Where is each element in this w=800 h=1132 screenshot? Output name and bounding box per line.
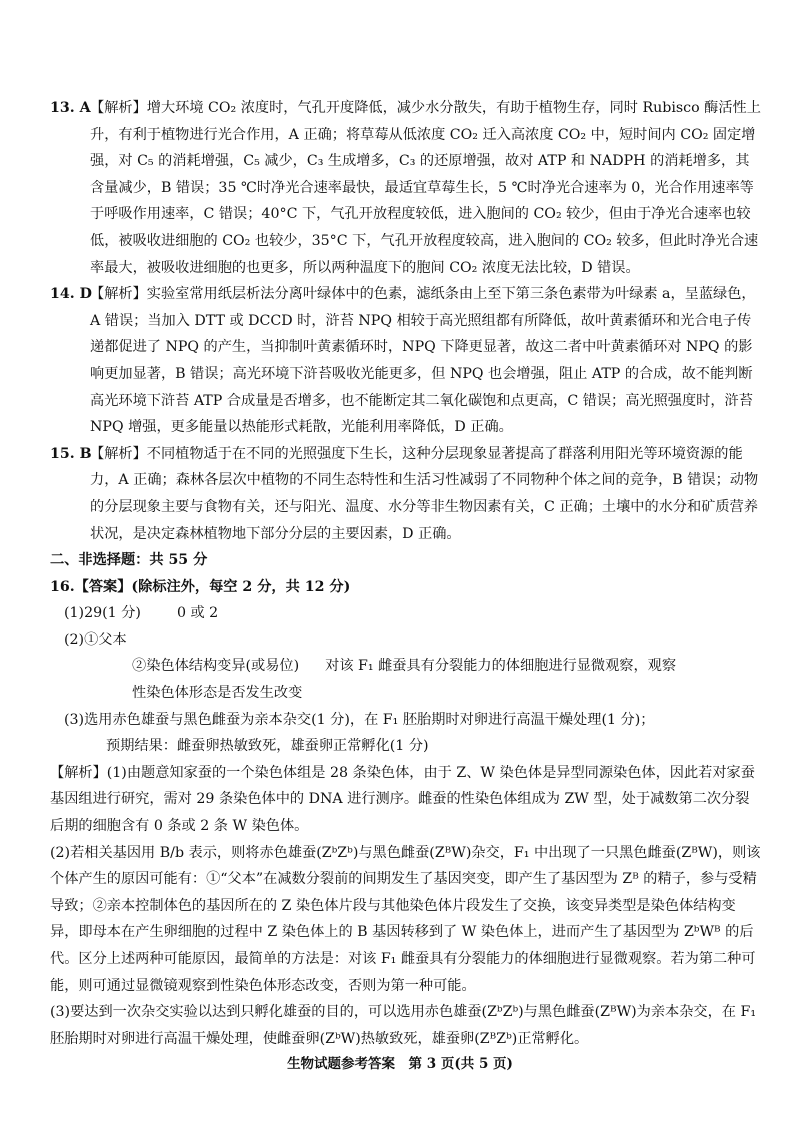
question-13-number: 13. A (50, 100, 91, 116)
question-16-heading: 16.【答案】(除标注外，每空 2 分，共 12 分) (50, 578, 351, 595)
answer-16-1 (50, 600, 762, 627)
answer-16-3-line2: 预期结果：雌蚕卵热敏致死，雄蚕卵正常孵化(1 分) (106, 738, 429, 755)
page-footer: 生物试题参考答案 第 3 页(共 5 页) (287, 1056, 513, 1072)
answer-16-3-line1: (3)选用赤色雄蚕与黑色雌蚕为亲本杂交(1 分)，在 F₁ 胚胎期时对卵进行高温干燥处理(1 分)； (64, 711, 655, 728)
answer-16-2-item-text: ②染色体结构变异(或易位) (132, 658, 300, 675)
analysis-16-1: 【解析】(1)由题意知家蚕的一个染色体组是 28 条染色体，由于 Z、W 染色体是异型同源染色体，因此若对家蚕基因组进行研究，需对 29 条染色体中的 DNA 进行测序。雌蚕的性染色体组成为 ZW 型，处于减数第二次分裂后期的细胞含有 0 条或 2 条 W 染色体。 (50, 764, 755, 835)
answer-16-1-label: (1)29(1 分) (64, 605, 141, 622)
question-13-analysis: 【解析】增大环境 CO₂ 浓度时，气孔开度降低，减少水分散失，有助于植物生存，同时 Rubisco 酶活性上升，有利于植物进行光合作用，A 正确；将草莓从低浓度 CO₂ 迁入高浓度 CO₂ 中，短时间内 CO₂ 固定增强，对 C₅ 的消耗增强，C₅ 减少，C₃ 生成增多，C₃ 的还原增强，故对 ATP 和 NADPH 的消耗增多，其含量减少，B 错误；35 ℃时净光合速率最快，最适宜草莓生长，5 ℃时净光合速率为 0，光合作用速率等于呼吸作用速率，C 错误；40°C 下，气孔开放程度较低，进入胞间的 CO₂ 较少，但由于净光合速率也较低，被吸收进细胞的 CO₂ 也较少，35°C 下，气孔开放程度较高，进入胞间的 CO₂ 较多，但此时净光合速率最大，被吸收进细胞的也更多，所以两种温度下的胞间 CO₂ 浓度无法比较，D 错误。 (90, 100, 761, 276)
question-15 (50, 441, 762, 547)
question-14-number: 14. D (50, 286, 92, 303)
analysis-16-2: (2)若相关基因用 B/b 表示，则将赤色雄蚕(ZᵇZᵇ)与黑色雌蚕(ZᴮW)杂交，F₁ 中出现了一只黑色雌蚕(ZᴮW)，则该个体产生的原因可能有：①“父本”在减数分裂前的间期发生了基因突变，即产生了基因型为 Zᴮ 的精子，参与受精导致；②亲本控制体色的基因所在的 Z 染色体片段与其他染色体片段发生了交换，该变异类型是染色体结构变异，即母本在产生卵细胞的过程中 Z 染色体上的 B 基因转移到了 W 染色体上，进而产生了基因型为 ZᵇWᴮ 的后代。区分上述两种可能原因，最简单的方法是：对该 F₁ 雌蚕具有分裂能力的体细胞进行显微观察。若为第二种可能，则可通过显微镜观察到性染色体形态改变，否则为第一种可能。 (50, 844, 761, 994)
analysis-16-3: (3)要达到一次杂交实验以达到只孵化雄蚕的目的，可以选用赤色雄蚕(ZᵇZᵇ)与黑色雌蚕(ZᴮW)为亲本杂交，在 F₁ 胚胎期时对卵进行高温干燥处理，使雌蚕卵(ZᵇW)热敏致死，雄蚕卵(ZᴮZᵇ)正常孵化。 (50, 1004, 757, 1047)
answer-16-1-value: 0 或 2 (176, 605, 219, 622)
question-14 (50, 281, 762, 441)
answer-16-2-desc: 对该 F₁ 雌蚕具有分裂能力的体细胞进行显微观察，观察 (325, 658, 677, 675)
question-13 (50, 95, 762, 281)
answer-16-2-desc-cont: 性染色体形态是否发生改变 (132, 685, 303, 702)
answer-16-2-label: (2)①父本 (64, 631, 127, 648)
answer-16-2-item (50, 653, 762, 680)
question-15-analysis: 【解析】不同植物适于在不同的光照强度下生长，这种分层现象显著提高了群落利用阳光等环境资源的能力，A 正确；森林各层次中植物的不同生态特性和生活习性减弱了不同物种个体之间的竞争，B 错误；动物的分层现象主要与食物有关，还与阳光、温度、水分等非生物因素有关，C 正确；土壤中的水分和矿质营养状况，是决定森林植物地下部分分层的主要因素，D 正确。 (90, 445, 759, 542)
question-14-analysis: 【解析】实验室常用纸层析法分离叶绿体中的色素，滤纸条由上至下第三条色素带为叶绿素 a，呈蓝绿色，A 错误；当加入 DTT 或 DCCD 时，浒苔 NPQ 相较于高光照组都有所降低，故叶黄素循环和光合电子传递都促进了 NPQ 的产生，当抑制叶黄素循环时，NPQ 下降更显著，故这二者中叶黄素循环对 NPQ 的影响更加显著，B 错误；高光环境下浒苔吸收光能更多，但 NPQ 也会增强，阻止 ATP 的合成，故不能判断高光环境下浒苔 ATP 合成量是否增多，也不能断定其二氧化碳饱和点更高，C 错误；高光照强度时，浒苔 NPQ 增强，更多能量以热能形式耗散，光能利用率降低，D 正确。 (90, 286, 756, 436)
question-15-number: 15. B (50, 445, 92, 462)
answer-text (50, 95, 762, 1052)
section-heading: 二、非选择题：共 55 分 (50, 552, 208, 569)
